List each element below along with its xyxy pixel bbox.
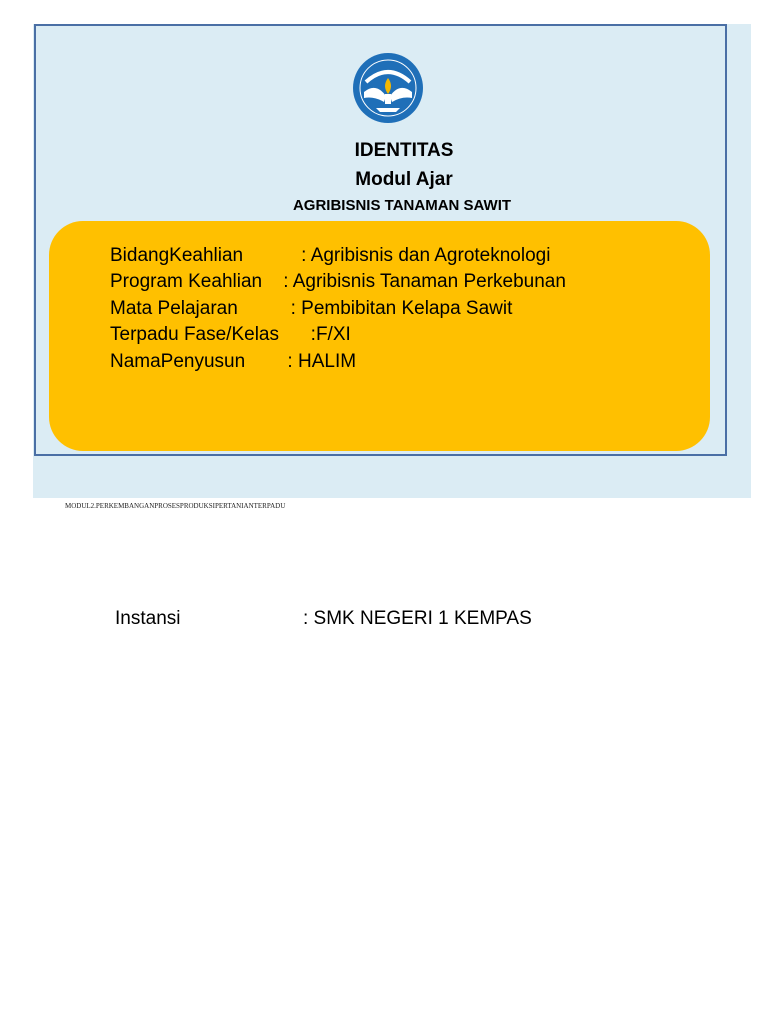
info-row-program-keahlian: Program Keahlian : Agribisnis Tanaman Perkebunan: [110, 271, 566, 292]
subject-heading: AGRIBISNIS TANAMAN SAWIT: [292, 197, 512, 214]
tut-wuri-handayani-logo-icon: [352, 52, 424, 124]
module-footer-caption: MODUL2.PERKEMBANGANPROSESPRODUKSIPERTANIANTERPADU: [65, 502, 286, 510]
info-row-fase-kelas: Terpadu Fase/Kelas :F/XI: [110, 324, 351, 345]
info-row-mata-pelajaran: Mata Pelajaran : Pembibitan Kelapa Sawit: [110, 298, 513, 319]
instansi-value: : SMK NEGERI 1 KEMPAS: [303, 608, 532, 629]
modul-heading: Modul Ajar: [355, 169, 453, 190]
info-row-nama-penyusun: NamaPenyusun : HALIM: [110, 351, 357, 372]
info-row-bidang-keahlian: BidangKeahlian : Agribisnis dan Agroteknologi: [110, 245, 551, 266]
identitas-heading: IDENTITAS: [354, 140, 454, 161]
instansi-label: Instansi: [115, 608, 181, 629]
